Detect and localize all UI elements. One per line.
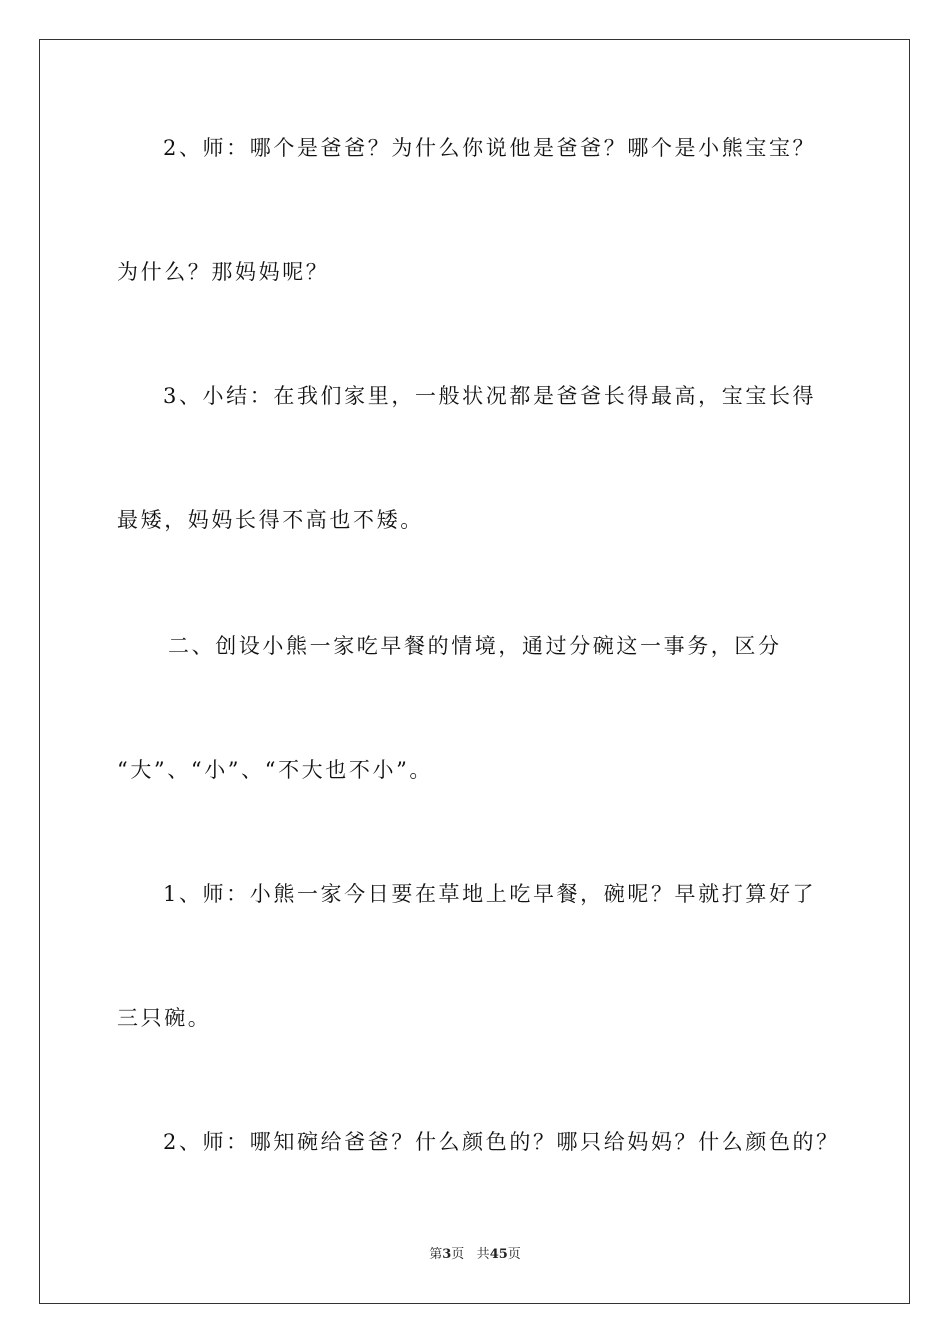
page-number: 3 <box>442 1247 452 1262</box>
paragraph-line: 1、师：小熊一家今日要在草地上吃早餐，碗呢？早就打算好了 <box>163 882 817 906</box>
page-footer <box>0 1246 950 1264</box>
page-suffix: 页 <box>451 1247 465 1262</box>
paragraph-line: “大”、“小”、“不大也不小”。 <box>117 758 434 782</box>
section-heading-line: 二、创设小熊一家吃早餐的情境，通过分碗这一事务，区分 <box>168 634 782 658</box>
page-prefix: 第 <box>429 1247 443 1262</box>
total-pages: 45 <box>489 1247 508 1262</box>
paragraph-line: 2、师：哪知碗给爸爸？什么颜色的？哪只给妈妈？什么颜色的？ <box>163 1130 840 1154</box>
paragraph-line: 最矮，妈妈长得不高也不矮。 <box>117 508 424 532</box>
total-suffix: 页 <box>507 1247 521 1262</box>
paragraph-line: 三只碗。 <box>117 1006 212 1030</box>
total-prefix: 共 <box>476 1247 490 1262</box>
paragraph-line: 3、小结：在我们家里，一般状况都是爸爸长得最高，宝宝长得 <box>163 384 817 408</box>
paragraph-line: 为什么？那妈妈呢？ <box>117 260 330 284</box>
page-frame <box>39 39 910 1304</box>
paragraph-line: 2、师：哪个是爸爸？为什么你说他是爸爸？哪个是小熊宝宝？ <box>163 136 817 160</box>
